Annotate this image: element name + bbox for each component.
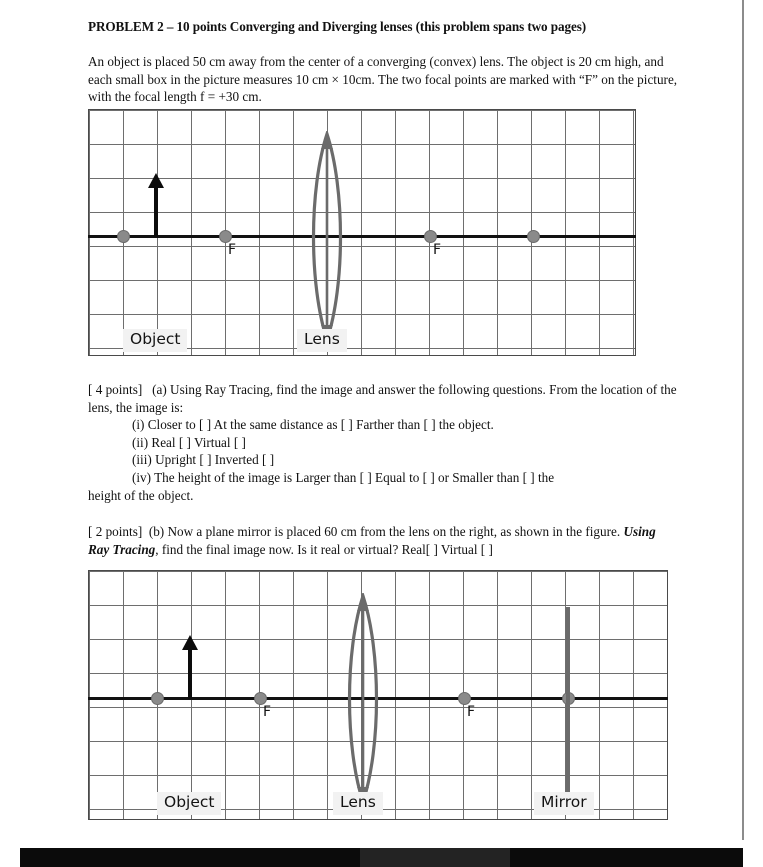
part-b-points: [ 2 points] <box>88 524 143 539</box>
figure1-2f-right-dot <box>527 230 540 243</box>
part-a-lead: (a) Using Ray Tracing, find the image and answer the following questions. From the location of the lens, the image is: <box>88 382 677 415</box>
figure2-object-base-dot <box>151 692 164 705</box>
figure1-object-arrow-shaft <box>154 185 158 237</box>
part-a-lead-line <box>88 381 678 416</box>
part-b-text-2: , find the final image now. Is it real or virtual? Real[ ] Virtual [ ] <box>155 541 493 557</box>
figure2-lens-label: Lens <box>333 792 383 815</box>
part-a-item-ii: (ii) Real [ ] Virtual [ ] <box>132 434 246 450</box>
part-a-tail: height of the object. <box>88 487 194 503</box>
figure2-plane-mirror <box>566 607 570 805</box>
part-b-emphasis: Using Ray Tracing <box>88 524 656 557</box>
figure2-focal-left-label: F <box>263 704 272 720</box>
intro-paragraph: An object is placed 50 cm away from the center of a converging (convex) lens. The object is 20 cm high, and each small box in the picture measures 10 cm × 10cm. The two focal points are marked with “F” on the picture, with the focal length f = +30 cm. <box>88 54 678 105</box>
part-a-points: [ 4 points] <box>88 382 143 397</box>
part-a-item-iv: (iv) The height of the image is Larger than [ ] Equal to [ ] or Smaller than [ ] the <box>132 469 555 485</box>
figure1-principal-axis <box>88 235 636 238</box>
figure1-grid <box>88 109 636 356</box>
page-title: PROBLEM 2 – 10 points Converging and Diverging lenses (this problem spans two pages) <box>88 19 587 34</box>
figure2-converging-lens <box>340 593 386 805</box>
part-b-block <box>88 523 678 558</box>
bottom-status-bar <box>20 848 743 867</box>
ray-diagram-lens-with-mirror <box>88 570 668 820</box>
figure1-focal-right-label: F <box>433 242 442 258</box>
figure1-object-arrow-head <box>148 173 164 188</box>
figure2-focal-right-label: F <box>467 704 476 720</box>
figure2-object-arrow-shaft <box>188 647 192 699</box>
bottom-status-bar-segment <box>360 848 510 867</box>
figure1-object-label: Object <box>123 329 187 352</box>
figure2-mirror-label: Mirror <box>534 792 594 815</box>
figure1-focal-left-label: F <box>228 242 237 258</box>
part-b-text-1: (b) Now a plane mirror is placed 60 cm from the lens on the right, as shown in the figure. <box>148 524 624 539</box>
figure2-object-label: Object <box>157 792 221 815</box>
figure1-object-base-dot <box>117 230 130 243</box>
figure2-object-arrow-head <box>182 635 198 650</box>
figure1-converging-lens <box>304 131 350 343</box>
part-a-block <box>88 381 678 504</box>
ray-diagram-converging-lens <box>88 109 636 356</box>
part-a-item-i: (i) Closer to [ ] At the same distance as [ ] Farther than [ ] the object. <box>132 417 494 433</box>
part-a-item-iii: (iii) Upright [ ] Inverted [ ] <box>132 452 275 468</box>
figure1-lens-label: Lens <box>297 329 347 352</box>
